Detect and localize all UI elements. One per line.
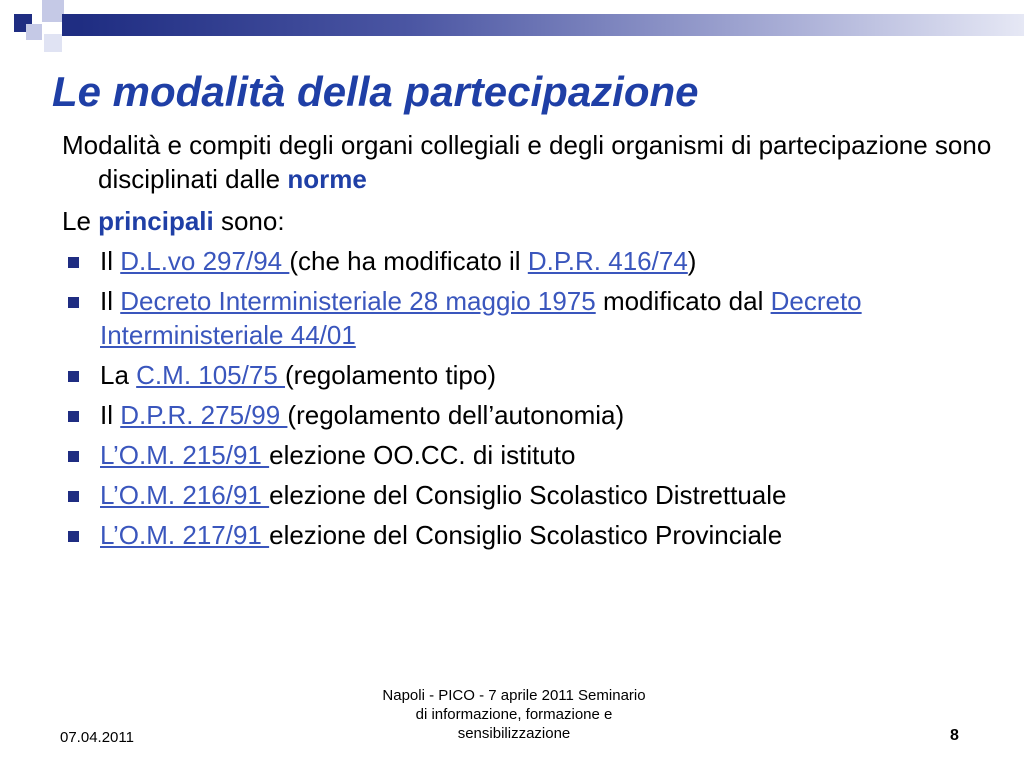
item-text: elezione del Consiglio Scolastico Provinciale <box>269 520 783 550</box>
list-item <box>62 244 1002 278</box>
norms-list <box>62 244 1002 552</box>
item-text: elezione del Consiglio Scolastico Distrettuale <box>269 480 787 510</box>
norm-link[interactable]: L’O.M. 217/91 <box>100 520 270 550</box>
norm-link[interactable]: Decreto Interministeriale 44/01 <box>100 286 862 350</box>
square-bullet-icon <box>68 297 79 308</box>
square-bullet-icon <box>68 371 79 382</box>
list-item <box>62 518 1002 552</box>
footer-line: sensibilizzazione <box>457 725 571 742</box>
footer-line: di informazione, formazione e <box>415 706 613 723</box>
item-text: (che ha modificato il <box>289 246 528 276</box>
item-text: Il <box>100 246 121 276</box>
lead-before: Le <box>62 206 99 236</box>
norm-link[interactable]: D.P.R. 416/74 <box>527 246 688 276</box>
lead-emphasis: principali <box>98 206 214 236</box>
decor-square-5 <box>44 34 62 52</box>
list-item <box>62 478 1002 512</box>
square-bullet-icon <box>68 531 79 542</box>
norm-link[interactable]: C.M. 105/75 <box>136 360 286 390</box>
norm-link[interactable]: D.L.vo 297/94 <box>120 246 290 276</box>
item-text: Il <box>100 400 121 430</box>
list-item <box>62 284 1002 352</box>
square-bullet-icon <box>68 491 79 502</box>
lead-paragraph <box>62 204 1002 238</box>
intro-emphasis: norme <box>287 164 367 194</box>
page-number: 8 <box>950 727 959 744</box>
footer-event <box>348 686 680 743</box>
norm-link[interactable]: L’O.M. 215/91 <box>100 440 270 470</box>
norm-link[interactable]: Decreto Interministeriale 28 maggio 1975 <box>120 286 596 316</box>
norm-link[interactable]: L’O.M. 216/91 <box>100 480 270 510</box>
list-item <box>62 438 1002 472</box>
item-text: modificato dal <box>595 286 771 316</box>
item-text: La <box>100 360 137 390</box>
footer-line: Napoli - PICO - 7 aprile 2011 Seminario <box>382 687 646 704</box>
slide-title: Le modalità della partecipazione <box>52 68 699 115</box>
lead-after: sono: <box>213 206 285 236</box>
item-text: Il <box>100 286 121 316</box>
list-item <box>62 398 1002 432</box>
intro-paragraph <box>62 128 1002 196</box>
item-text: (regolamento dell’autonomia) <box>287 400 625 430</box>
square-bullet-icon <box>68 411 79 422</box>
slide-body <box>62 128 1002 558</box>
square-bullet-icon <box>68 257 79 268</box>
list-item <box>62 358 1002 392</box>
decor-square-3 <box>26 24 42 40</box>
decor-gradient-bar <box>80 14 1024 36</box>
item-text: ) <box>687 246 697 276</box>
square-bullet-icon <box>68 451 79 462</box>
decor-square-4 <box>62 14 80 36</box>
intro-text: Modalità e compiti degli organi collegiali e degli organismi di partecipazione sono disciplinati dalle <box>62 130 992 194</box>
item-text: elezione OO.CC. di istituto <box>269 440 576 470</box>
footer-date: 07.04.2011 <box>60 729 134 746</box>
item-text: (regolamento tipo) <box>285 360 497 390</box>
norm-link[interactable]: D.P.R. 275/99 <box>120 400 288 430</box>
decor-square-2 <box>42 0 64 22</box>
